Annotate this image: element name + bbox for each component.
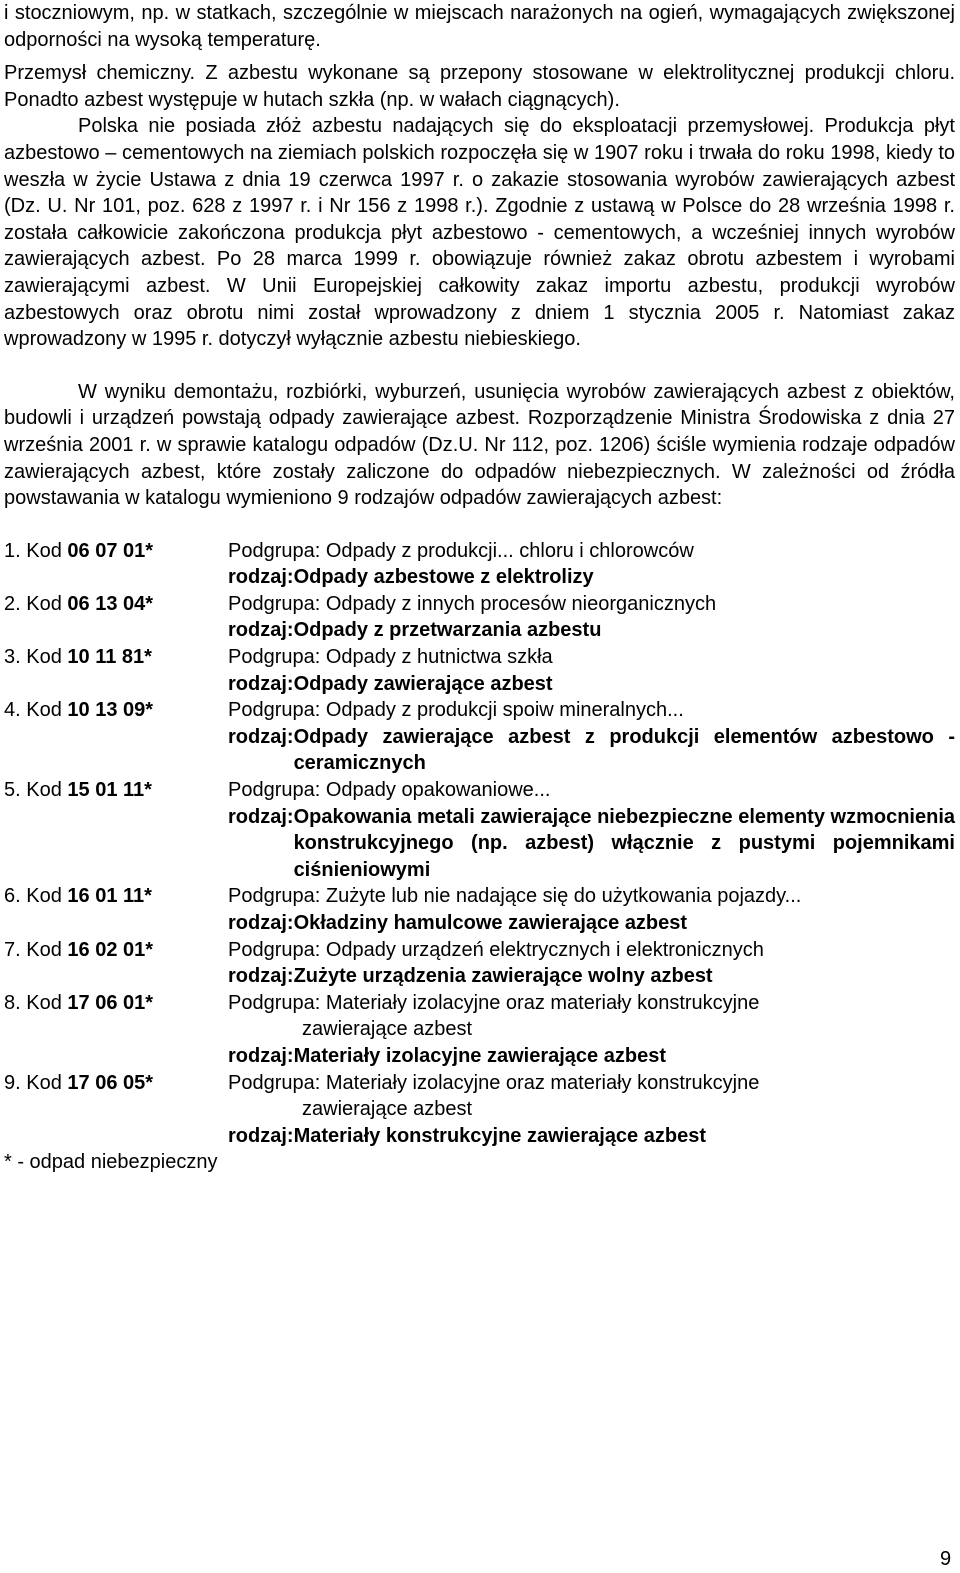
kind-text: rodzaj: Materiały izolacyjne zawierające azbest — [228, 1044, 666, 1067]
waste-code: 3. Kod 10 11 81* — [4, 646, 152, 669]
footnote: * - odpad niebezpieczny — [4, 1151, 218, 1174]
waste-code: 1. Kod 06 07 01* — [4, 539, 154, 562]
list-item — [4, 644, 955, 697]
kind-text: rodzaj: Odpady azbestowe z elektrolizy — [228, 566, 594, 589]
list-item — [4, 937, 955, 990]
paragraph-chemical-industry: Przemysł chemiczny. Z azbestu wykonane są przepony stosowane w elektrolitycznej produkcji chloru. Ponadto azbest występuje w hutach szkła (np. w wałach ciągnących). — [4, 62, 955, 111]
subgroup-text: Podgrupa: Odpady opakowaniowe... — [228, 779, 551, 802]
list-item — [4, 777, 955, 883]
kind-text: rodzaj: Odpady zawierające azbest — [228, 672, 553, 695]
waste-code: 9. Kod 17 06 05* — [4, 1071, 154, 1094]
subgroup-text: Podgrupa: Zużyte lub nie nadające się do użytkowania pojazdy... — [228, 885, 802, 908]
subgroup-text-continued: zawierające azbest — [302, 1018, 473, 1041]
subgroup-text: Podgrupa: Odpady z hutnictwa szkła — [228, 646, 553, 669]
kind-text: rodzaj: Materiały konstrukcyjne zawierające azbest — [228, 1124, 706, 1147]
subgroup-text: Podgrupa: Odpady urządzeń elektrycznych i elektronicznych — [228, 938, 764, 961]
waste-code-list — [4, 538, 955, 1150]
subgroup-text: Podgrupa: Materiały izolacyjne oraz materiały konstrukcyjne — [228, 991, 760, 1014]
kind-text: rodzaj: Zużyte urządzenia zawierające wolny azbest — [228, 965, 713, 988]
list-item — [4, 1070, 955, 1150]
subgroup-text: Podgrupa: Odpady z innych procesów nieorganicznych — [228, 592, 717, 615]
list-item — [4, 591, 955, 644]
paragraph-shipbuilding: i stoczniowym, np. w statkach, szczególnie w miejscach narażonych na ogień, wymagających zwiększonej odporności na wysoką temperaturę. — [4, 2, 955, 51]
waste-code: 4. Kod 10 13 09* — [4, 699, 154, 722]
subgroup-text: Podgrupa: Odpady z produkcji spoiw mineralnych... — [228, 699, 684, 722]
kind-text: rodzaj: Opakowania metali zawierające niebezpieczne elementy wzmocnienia konstrukcyjnego (np. azbest) włącznie z pustymi pojemnikami ciśnieniowymi — [228, 805, 955, 881]
waste-code: 6. Kod 16 01 11* — [4, 885, 152, 908]
waste-code: 7. Kod 16 02 01* — [4, 938, 154, 961]
kind-text: rodzaj: Odpady zawierające azbest z produkcji elementów azbestowo - ceramicznych — [228, 725, 955, 775]
list-item — [4, 538, 955, 591]
document-page — [4, 0, 955, 1176]
subgroup-text: Podgrupa: Odpady z produkcji... chloru i chlorowców — [228, 539, 694, 562]
kind-text: rodzaj: Okładziny hamulcowe zawierające azbest — [228, 912, 688, 934]
subgroup-text-continued: zawierające azbest — [302, 1098, 473, 1121]
list-item — [4, 697, 955, 777]
page-number: 9 — [940, 1548, 952, 1570]
list-item — [4, 990, 955, 1070]
paragraph-waste-catalog: W wyniku demontażu, rozbiórki, wyburzeń, usunięcia wyrobów zawierających azbest z obiektów, budowli i urządzeń powstają odpady zawierające azbest. Rozporządzenie Ministra Środowiska z dnia 27 września 2001 r. w sprawie katalogu odpadów (Dz.U. Nr 112, poz. 1206) ściśle wymienia rodzaje odpadów zawierających azbest, które zostały zaliczone do odpadów niebezpiecznych. W zależności od źródła powstawania w katalogu wymieniono 9 rodzajów odpadów zawierających azbest: — [4, 380, 955, 510]
list-item — [4, 883, 955, 936]
waste-code: 2. Kod 06 13 04* — [4, 592, 154, 615]
subgroup-text: Podgrupa: Materiały izolacyjne oraz materiały konstrukcyjne — [228, 1071, 760, 1094]
paragraph-poland-ban: Polska nie posiada złóż azbestu nadających się do eksploatacji przemysłowej. Produkcja płyt azbestowo – cementowych na ziemiach polskich rozpoczęła się w 1907 roku i trwała do roku 1998, kiedy to weszła w życie Ustawa z dnia 19 czerwca 1997 r. o zakazie stosowania wyrobów zawierających azbest (Dz. U. Nr 101, poz. 628 z 1997 r. i Nr 156 z 1998 r.). Zgodnie z ustawą w Polsce do 28 września 1998 r. została całkowicie zakończona produkcja płyt azbestowo - cementowych, a wcześniej innych wyrobów zawierających azbest. Po 28 marca 1999 r. obowiązuje również zakaz obrotu azbestem i wyrobami zawierającymi azbest. W Unii Europejskiej całkowity zakaz importu azbestu, produkcji wyrobów azbestowych oraz obrotu nimi został wprowadzony z dniem 1 stycznia 2005 r. Natomiast zakaz wprowadzony w 1995 r. dotyczył wyłącznie azbestu niebieskiego. — [4, 115, 955, 351]
waste-code: 8. Kod 17 06 01* — [4, 991, 154, 1014]
kind-text: rodzaj: Odpady z przetwarzania azbestu — [228, 619, 602, 642]
waste-code: 5. Kod 15 01 11* — [4, 779, 152, 802]
